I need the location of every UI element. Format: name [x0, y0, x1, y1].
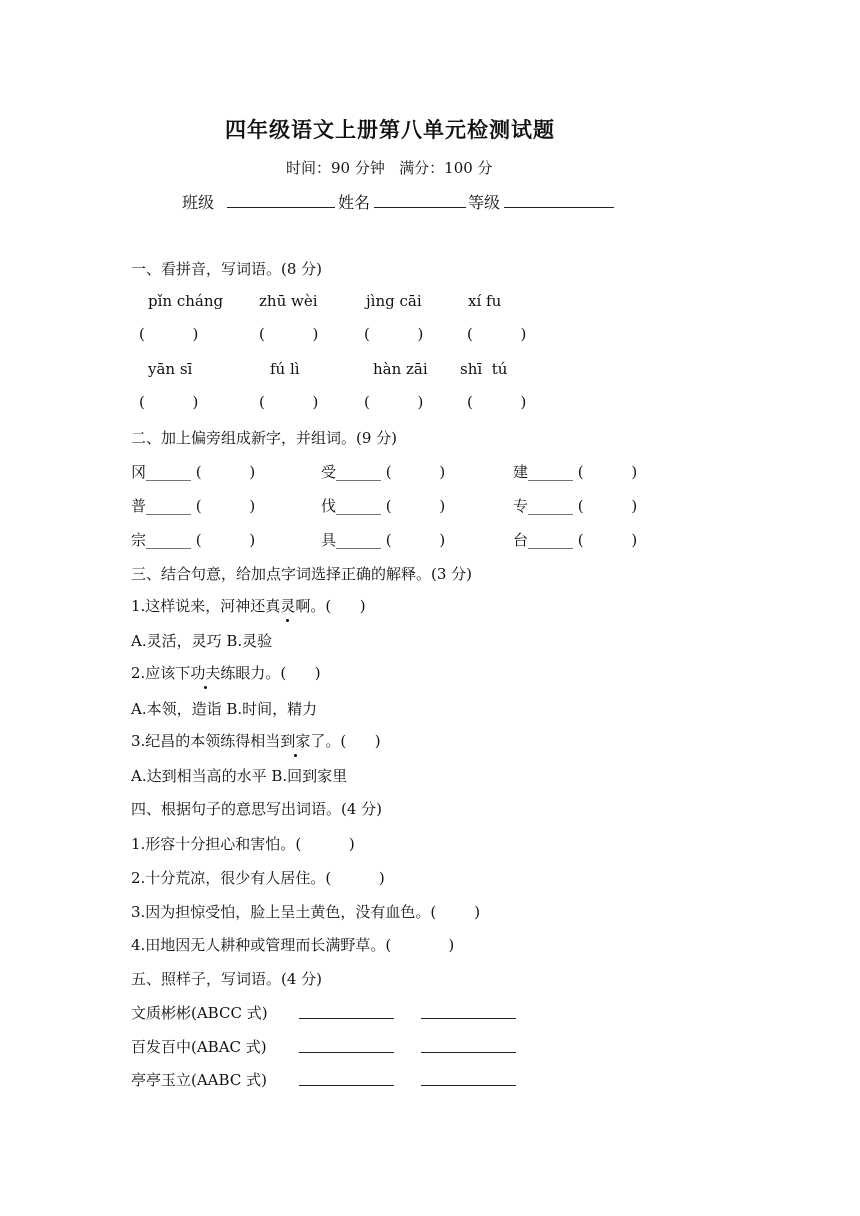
dotted-word: 功夫: [190, 664, 221, 682]
radical-char: 专: [513, 497, 529, 515]
radical-blank[interactable]: ______ ( ): [528, 497, 638, 515]
question-4-3[interactable]: 3.因为担惊受怕，脸上呈土黄色，没有血色。( ): [131, 903, 481, 921]
dotted-word: 灵: [280, 597, 296, 615]
question-3-2: 2.应该下功夫练眼力。( ): [131, 664, 321, 682]
radical-blank[interactable]: ______ ( ): [146, 531, 256, 549]
grade-label: 等级: [468, 193, 501, 212]
answer-paren[interactable]: ( ): [467, 325, 527, 343]
radical-item[interactable]: [513, 461, 637, 482]
pinyin-8: shī tú: [460, 360, 508, 378]
section4-heading: 四、根据句子的意思写出词语。(4 分): [131, 800, 383, 818]
page-title: 四年级语文上册第八单元检测试题: [225, 117, 555, 142]
pattern-example: 文质彬彬(ABCC 式): [131, 1004, 268, 1022]
radical-item[interactable]: [321, 495, 445, 516]
class-blank[interactable]: [227, 191, 335, 208]
answer-paren[interactable]: ( ): [364, 393, 424, 411]
radical-blank[interactable]: ______ ( ): [146, 497, 256, 515]
radical-blank[interactable]: ______ ( ): [146, 463, 256, 481]
question-3-1: 1.这样说来，河神还真灵啊。( ): [131, 597, 366, 615]
pinyin-3: jìng cāi: [366, 292, 422, 310]
pinyin-7: hàn zāi: [373, 360, 428, 378]
question-4-2[interactable]: 2.十分荒凉，很少有人居住。( ): [131, 869, 385, 887]
pinyin-5: yān sī: [148, 360, 193, 378]
radical-item[interactable]: [131, 461, 255, 482]
question-3-3: 3.纪昌的本领练得相当到家了。( ): [131, 732, 381, 750]
pattern-blank[interactable]: [299, 1036, 394, 1053]
question-4-4[interactable]: 4.田地因无人耕种或管理而长满野草。( ): [131, 936, 455, 954]
radical-blank[interactable]: ______ ( ): [336, 497, 446, 515]
name-label: 姓名: [338, 193, 371, 212]
radical-char: 冈: [131, 463, 147, 481]
radical-char: 受: [321, 463, 337, 481]
section1-heading: 一、看拼音，写词语。(8 分): [131, 260, 323, 278]
pattern-example: 百发百中(ABAC 式): [131, 1038, 267, 1056]
radical-char: 伐: [321, 497, 337, 515]
pattern-blank[interactable]: [299, 1069, 394, 1086]
radical-char: 具: [321, 531, 337, 549]
grade-blank[interactable]: [504, 191, 614, 208]
section3-heading: 三、结合句意，给加点字词选择正确的解释。(3 分): [131, 565, 473, 583]
section2-heading: 二、加上偏旁组成新字，并组词。(9 分): [131, 429, 398, 447]
options-3-1: A.灵活，灵巧 B.灵验: [131, 632, 273, 650]
radical-char: 普: [131, 497, 147, 515]
answer-paren[interactable]: ( ): [259, 325, 319, 343]
radical-item[interactable]: [131, 529, 255, 550]
radical-blank[interactable]: ______ ( ): [528, 531, 638, 549]
pinyin-4: xí fu: [468, 292, 502, 310]
pattern-example: 亭亭玉立(AABC 式): [131, 1071, 267, 1089]
pattern-blank[interactable]: [421, 1002, 516, 1019]
section5-heading: 五、照样子，写词语。(4 分): [131, 970, 323, 988]
radical-char: 宗: [131, 531, 147, 549]
pattern-blank[interactable]: [299, 1002, 394, 1019]
options-3-3: A.达到相当高的水平 B.回到家里: [131, 767, 348, 785]
radical-blank[interactable]: ______ ( ): [336, 463, 446, 481]
answer-paren[interactable]: ( ): [259, 393, 319, 411]
answer-paren[interactable]: ( ): [467, 393, 527, 411]
pattern-blank[interactable]: [421, 1069, 516, 1086]
class-label: 班级: [182, 193, 215, 212]
pinyin-1: pǐn cháng: [148, 292, 224, 310]
radical-char: 建: [513, 463, 529, 481]
options-3-2: A.本领，造诣 B.时间，精力: [131, 700, 318, 718]
radical-item[interactable]: [131, 495, 255, 516]
question-4-1[interactable]: 1.形容十分担心和害怕。( ): [131, 835, 355, 853]
pattern-blank[interactable]: [421, 1036, 516, 1053]
name-blank[interactable]: [374, 191, 466, 208]
radical-char: 台: [513, 531, 529, 549]
dotted-word: 到家: [280, 732, 311, 750]
time-info: 时间：90 分钟 满分：100 分: [286, 159, 493, 177]
radical-blank[interactable]: ______ ( ): [528, 463, 638, 481]
answer-paren[interactable]: ( ): [139, 393, 199, 411]
radical-item[interactable]: [513, 529, 637, 550]
answer-paren[interactable]: ( ): [139, 325, 199, 343]
radical-item[interactable]: [513, 495, 637, 516]
pinyin-2: zhū wèi: [259, 292, 318, 310]
radical-item[interactable]: [321, 461, 445, 482]
radical-item[interactable]: [321, 529, 445, 550]
pinyin-6: fú lì: [270, 360, 300, 378]
answer-paren[interactable]: ( ): [364, 325, 424, 343]
radical-blank[interactable]: ______ ( ): [336, 531, 446, 549]
